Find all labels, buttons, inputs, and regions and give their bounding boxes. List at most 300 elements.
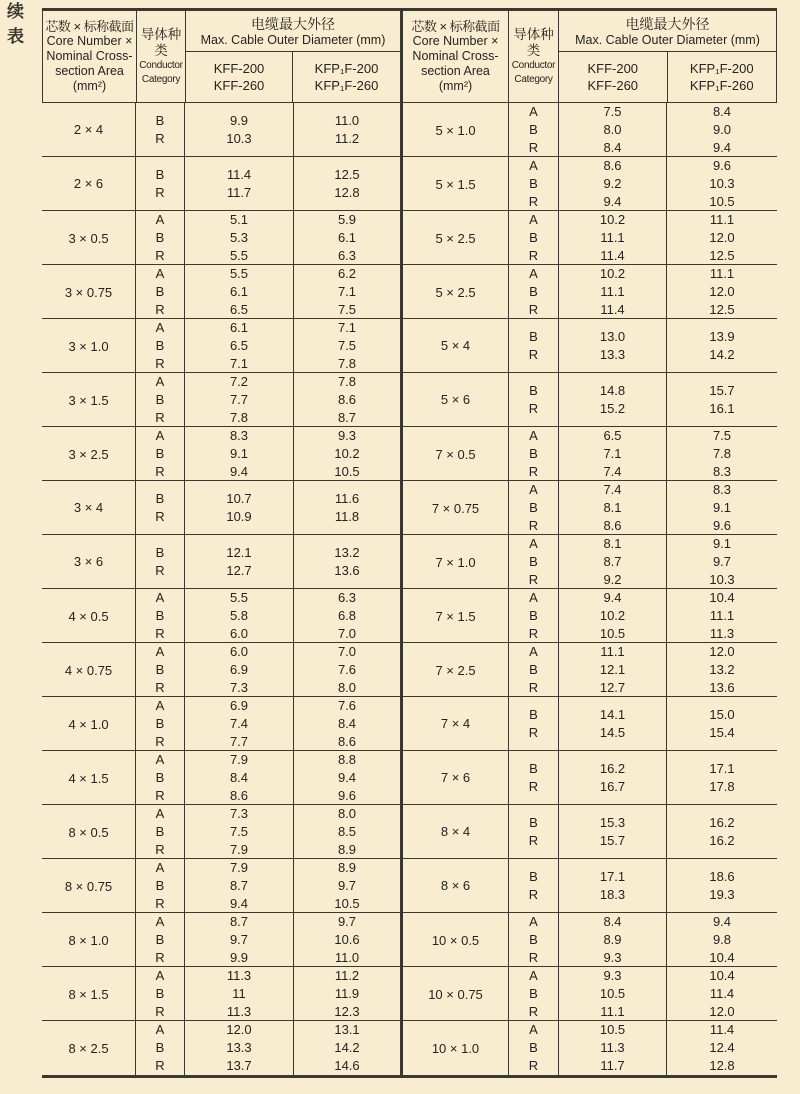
conductor-category-value: B (529, 706, 538, 722)
kff-type-header (559, 52, 668, 102)
kff-diameter-cell (185, 967, 294, 1021)
kff-diameter-cell (185, 913, 294, 967)
kfp1f-value: 8.4 (337, 716, 357, 731)
core-header-zh: 芯数 × 标称截面 (45, 19, 134, 34)
kff-value: 8.6 (229, 788, 249, 803)
kfp1f-value: 10.5 (334, 896, 360, 911)
kff-value: 11.1 (600, 284, 625, 299)
conductor-category-cell (509, 535, 559, 589)
conductor-category-cell (136, 319, 185, 373)
kfp1f-diameter-cell (667, 481, 777, 535)
conductor-header-en2: Category (141, 73, 181, 85)
conductor-category-value: B (155, 662, 165, 677)
table-row-group (403, 805, 777, 859)
kff-200-label: KFF-200 (587, 61, 639, 76)
kfp1f-diameter-cell (294, 319, 400, 373)
kff-diameter-cell (185, 805, 294, 859)
kff-diameter-cell (559, 265, 667, 319)
kff-diameter-cell (559, 535, 667, 589)
table-row-group (403, 859, 777, 913)
kfp1f-value: 8.9 (337, 860, 357, 875)
kff-value: 6.9 (229, 698, 249, 713)
kff-diameter-cell (185, 859, 294, 913)
conductor-category-value: B (529, 814, 538, 830)
kfp1f-value: 17.1 (709, 760, 735, 776)
conductor-category-value: B (155, 284, 165, 299)
conductor-category-value: R (528, 400, 539, 416)
conductor-category-value: R (155, 184, 165, 200)
kff-value: 11.1 (600, 644, 625, 659)
kff-diameter-cell (559, 913, 667, 967)
core-size-cell: 8 × 2.5 (42, 1021, 136, 1075)
conductor-category-value: B (155, 878, 165, 893)
kfp1f-value: 16.2 (709, 814, 735, 830)
kff-value: 5.1 (229, 212, 249, 227)
kfp1f-value: 7.1 (337, 320, 357, 335)
kfp1f-value: 7.0 (337, 644, 357, 659)
conductor-category-value: R (155, 302, 165, 317)
conductor-category-value: A (155, 266, 165, 281)
conductor-category-value: B (529, 608, 538, 623)
table-row-group (42, 535, 400, 589)
conductor-category-value: B (529, 284, 538, 299)
cable-diameter-tables (42, 8, 777, 1078)
core-size-cell: 5 × 2.5 (403, 211, 509, 265)
core-header-en2: Nominal Cross- (412, 49, 499, 63)
kfp1f-value: 10.3 (709, 176, 735, 191)
core-size-cell: 7 × 0.5 (403, 427, 509, 481)
core-size-cell: 5 × 2.5 (403, 265, 509, 319)
kff-value: 7.7 (229, 734, 249, 749)
kfp1f-value: 12.0 (709, 284, 735, 299)
conductor-category-value: R (528, 194, 539, 209)
kfp1f-diameter-cell (294, 697, 400, 751)
kff-value: 6.0 (229, 626, 249, 641)
kfp1f-value: 8.5 (337, 824, 357, 839)
kff-value: 7.4 (603, 464, 622, 479)
kfp1f-value: 15.0 (709, 706, 735, 722)
core-size-cell: 8 × 0.5 (42, 805, 136, 859)
kff-value: 5.8 (229, 608, 249, 623)
kfp1f-diameter-cell (667, 265, 777, 319)
conductor-category-value: R (155, 734, 165, 749)
conductor-category-value: B (529, 176, 538, 191)
kfp1f-value: 10.5 (709, 194, 735, 209)
kff-value: 11.7 (600, 1058, 625, 1073)
table-row-group (403, 697, 777, 751)
conductor-category-value: B (155, 338, 165, 353)
kfp1f-value: 13.6 (709, 680, 735, 695)
core-size-cell: 5 × 1.5 (403, 157, 509, 211)
kfp1f-value: 14.2 (709, 346, 735, 362)
table-row-group (42, 697, 400, 751)
kfp1f-value: 16.2 (709, 832, 735, 848)
kfp1f-value: 12.8 (709, 1058, 735, 1073)
conductor-category-value: R (155, 1004, 165, 1019)
kff-value: 8.4 (229, 770, 249, 785)
core-size-cell: 10 × 0.75 (403, 967, 509, 1021)
kfp1f-diameter-cell (294, 211, 400, 265)
diameter-type-headers (559, 52, 776, 102)
kfp1f-value: 6.8 (337, 608, 357, 623)
conductor-category-value: R (528, 832, 539, 848)
conductor-category-value: B (155, 112, 165, 128)
kff-value: 10.2 (599, 212, 626, 227)
conductor-category-cell (509, 913, 559, 967)
kff-diameter-cell (559, 859, 667, 912)
kfp1f-value: 11.0 (334, 112, 360, 128)
cable-table-left (42, 8, 403, 1078)
kfp1f-value: 11.0 (334, 950, 360, 965)
core-size-cell: 7 × 0.75 (403, 481, 509, 535)
kfp1f-value: 9.1 (712, 536, 732, 551)
kff-value: 7.7 (229, 392, 249, 407)
kff-diameter-cell (185, 481, 294, 534)
conductor-category-value: A (529, 536, 538, 551)
kfp1f-value: 6.2 (337, 266, 357, 281)
kff-value: 5.3 (229, 230, 249, 245)
kff-value: 8.9 (603, 932, 622, 947)
kff-value: 7.5 (229, 824, 249, 839)
kff-value: 15.2 (599, 400, 626, 416)
kff-diameter-cell (559, 427, 667, 481)
kfp1f-diameter-cell (294, 481, 400, 534)
conductor-category-cell (136, 967, 185, 1021)
kff-value: 7.5 (603, 104, 622, 119)
kff-value: 18.3 (599, 886, 626, 902)
conductor-category-value: A (529, 428, 538, 443)
kff-value: 9.2 (603, 176, 622, 191)
conductor-category-value: R (155, 842, 165, 857)
kff-value: 14.8 (599, 382, 626, 398)
core-size-cell: 3 × 0.5 (42, 211, 136, 265)
kff-value: 8.4 (603, 140, 622, 155)
kff-value: 10.5 (599, 986, 626, 1001)
kff-diameter-cell (185, 643, 294, 697)
conductor-category-value: R (528, 518, 539, 533)
kfp1f-value: 8.3 (712, 464, 732, 479)
kff-value: 9.9 (229, 112, 249, 128)
conductor-category-value: R (528, 572, 539, 587)
table-row-group (403, 319, 777, 373)
conductor-category-value: R (155, 1058, 165, 1073)
conductor-category-value: B (155, 544, 165, 560)
conductor-category-value: B (155, 166, 165, 182)
kff-value: 12.7 (226, 562, 252, 578)
kfp1f-value: 9.7 (712, 554, 732, 569)
kff-diameter-cell (559, 697, 667, 750)
kfp1f-value: 11.2 (334, 968, 360, 983)
kfp1f-value: 17.8 (709, 778, 735, 794)
kfp1f-value: 12.0 (709, 230, 735, 245)
kff-value: 16.7 (599, 778, 626, 794)
core-size-cell: 7 × 1.0 (403, 535, 509, 589)
kfp1f-value: 12.8 (334, 184, 360, 200)
kfp1f-value: 6.1 (337, 230, 357, 245)
core-size-cell: 8 × 0.75 (42, 859, 136, 913)
conductor-category-value: R (528, 1004, 539, 1019)
kfp1f-value: 13.1 (334, 1022, 360, 1037)
conductor-category-value: B (155, 230, 165, 245)
kff-value: 5.5 (229, 590, 249, 605)
conductor-category-cell (136, 535, 185, 588)
kfp1f-diameter-cell (294, 751, 400, 805)
conductor-category-value: R (528, 724, 539, 740)
kfp1f-value: 12.5 (709, 248, 735, 263)
table-row-group (403, 589, 777, 643)
conductor-category-value: A (155, 914, 165, 929)
core-header-unit: (mm²) (438, 79, 473, 93)
kff-diameter-cell (185, 751, 294, 805)
kfp1f-value: 7.5 (337, 302, 357, 317)
kff-value: 11.4 (600, 248, 625, 263)
kff-value: 15.7 (599, 832, 626, 848)
conductor-category-cell (136, 211, 185, 265)
conductor-category-value: B (529, 122, 538, 137)
diameter-header-title (186, 11, 400, 52)
conductor-category-value: A (529, 644, 538, 659)
kfp1f-200-label: KFP₁F-200 (314, 61, 379, 76)
conductor-category-value: A (155, 428, 165, 443)
kff-value: 7.1 (229, 356, 249, 371)
kff-value: 17.1 (599, 868, 626, 884)
kff-diameter-cell (559, 481, 667, 535)
kff-value: 9.4 (229, 896, 249, 911)
core-size-cell: 3 × 2.5 (42, 427, 136, 481)
kff-diameter-cell (559, 751, 667, 804)
table-row-group (403, 481, 777, 535)
kfp1f-value: 9.4 (337, 770, 357, 785)
kff-value: 8.0 (603, 122, 622, 137)
table-body (403, 103, 777, 1075)
kff-value: 6.0 (229, 644, 249, 659)
kfp1f-diameter-cell (667, 1021, 777, 1075)
conductor-category-cell (136, 913, 185, 967)
table-row-group (42, 859, 400, 913)
core-header-en2: Nominal Cross- (46, 49, 133, 63)
kfp1f-value: 15.4 (709, 724, 735, 740)
kff-diameter-cell (185, 103, 294, 156)
kff-value: 11.1 (600, 1004, 625, 1019)
kff-value: 6.5 (603, 428, 622, 443)
diameter-header-en: Max. Cable Outer Diameter (mm) (575, 32, 760, 47)
kff-type-header (186, 52, 293, 102)
conductor-category-value: A (529, 590, 538, 605)
kfp1f-value: 16.1 (709, 400, 735, 416)
kff-value: 8.6 (603, 518, 622, 533)
kff-value: 7.4 (229, 716, 249, 731)
conductor-category-value: B (155, 824, 165, 839)
conductor-category-cell (509, 643, 559, 697)
conductor-category-value: R (155, 130, 165, 146)
table-row-group (42, 1021, 400, 1075)
kff-value: 7.4 (603, 482, 622, 497)
kff-value: 11.4 (226, 166, 252, 182)
conductor-category-value: R (155, 410, 165, 425)
table-row-group (42, 427, 400, 481)
kff-value: 9.4 (229, 464, 249, 479)
conductor-category-value: R (528, 464, 539, 479)
kfp1f-diameter-cell (294, 1021, 400, 1075)
kff-diameter-cell (559, 967, 667, 1021)
kfp1f-value: 11.9 (334, 986, 360, 1001)
kfp1f-value: 11.4 (709, 1022, 735, 1037)
conductor-category-cell (509, 373, 559, 426)
conductor-category-value: B (155, 986, 165, 1001)
table-row-group (403, 535, 777, 589)
diameter-header-zh: 电缆最大外径 (251, 15, 335, 32)
conductor-category-cell (509, 697, 559, 750)
kff-diameter-cell (185, 211, 294, 265)
conductor-category-value: B (529, 868, 538, 884)
kff-value: 10.3 (226, 130, 252, 146)
kff-diameter-cell (559, 1021, 667, 1075)
kfp1f-value: 9.7 (337, 914, 357, 929)
table-row-group (403, 1021, 777, 1075)
conductor-category-value: B (155, 716, 165, 731)
conductor-category-cell (509, 319, 559, 372)
kff-diameter-cell (185, 589, 294, 643)
kfp1f-value: 14.6 (334, 1058, 360, 1073)
kfp1f-value: 10.5 (334, 464, 360, 479)
core-size-cell: 7 × 4 (403, 697, 509, 750)
conductor-category-value: A (155, 590, 165, 605)
kfp1f-value: 8.6 (337, 392, 357, 407)
kff-diameter-cell (185, 157, 294, 210)
kff-diameter-cell (185, 535, 294, 588)
kff-value: 10.2 (599, 608, 626, 623)
conductor-header-zh2: 类 (154, 42, 168, 58)
conductor-header-en1: Conductor (139, 59, 183, 71)
conductor-category-value: B (529, 662, 538, 677)
core-size-cell: 4 × 1.5 (42, 751, 136, 805)
kfp1f-diameter-cell (667, 805, 777, 858)
kfp1f-diameter-cell (294, 427, 400, 481)
kfp1f-value: 12.4 (709, 1040, 735, 1055)
kfp1f-value: 12.5 (334, 166, 360, 182)
core-size-cell: 8 × 4 (403, 805, 509, 858)
kff-260-label: KFF-260 (213, 78, 265, 93)
kff-value: 6.1 (229, 320, 249, 335)
continued-char-2: 表 (7, 27, 24, 47)
kff-diameter-cell (559, 157, 667, 211)
conductor-category-value: A (529, 914, 538, 929)
diameter-header-en: Max. Cable Outer Diameter (mm) (200, 32, 386, 47)
conductor-category-value: R (155, 356, 165, 371)
conductor-category-value: A (529, 968, 538, 983)
conductor-category-value: B (529, 500, 538, 515)
table-row-group (42, 589, 400, 643)
kfp1f-value: 10.4 (709, 590, 735, 605)
kff-value: 10.5 (599, 1022, 626, 1037)
conductor-category-value: B (155, 392, 165, 407)
kfp1f-value: 11.8 (334, 508, 360, 524)
cable-table-right (403, 8, 777, 1078)
conductor-column-header (137, 11, 186, 102)
kff-value: 10.5 (599, 626, 626, 641)
kff-diameter-cell (559, 211, 667, 265)
conductor-category-cell (509, 211, 559, 265)
conductor-category-value: R (528, 248, 539, 263)
kfp1f-diameter-cell (667, 319, 777, 372)
conductor-category-cell (136, 859, 185, 913)
conductor-category-value: A (529, 1022, 538, 1037)
kfp1f-value: 9.3 (337, 428, 357, 443)
kff-value: 8.1 (603, 536, 622, 551)
table-row-group (403, 427, 777, 481)
table-row-group (42, 913, 400, 967)
conductor-category-cell (509, 967, 559, 1021)
table-header (403, 11, 777, 103)
conductor-category-value: B (529, 1040, 538, 1055)
conductor-category-cell (136, 805, 185, 859)
table-header (42, 11, 400, 103)
conductor-category-value: A (155, 806, 165, 821)
kfp1f-value: 7.6 (337, 662, 357, 677)
kfp1f-value: 13.6 (334, 562, 360, 578)
kfp1f-type-header (293, 52, 400, 102)
diameter-header-title (559, 11, 776, 52)
kff-value: 7.3 (229, 680, 249, 695)
core-size-cell: 2 × 4 (42, 103, 136, 156)
conductor-category-value: R (155, 896, 165, 911)
kfp1f-diameter-cell (294, 265, 400, 319)
kfp1f-value: 13.2 (334, 544, 360, 560)
kff-value: 11 (232, 986, 246, 1001)
kfp1f-value: 12.0 (709, 644, 735, 659)
table-row-group (403, 373, 777, 427)
kfp1f-diameter-cell (294, 103, 400, 156)
conductor-category-cell (509, 805, 559, 858)
kff-value: 16.2 (599, 760, 626, 776)
kff-value: 7.2 (229, 374, 249, 389)
core-header-en3: section Area (421, 64, 490, 78)
kff-value: 9.1 (229, 446, 249, 461)
core-header-zh: 芯数 × 标称截面 (411, 19, 500, 34)
kff-value: 7.9 (229, 842, 249, 857)
kff-diameter-cell (559, 319, 667, 372)
kff-diameter-cell (559, 373, 667, 426)
kff-value: 9.4 (603, 590, 622, 605)
kff-260-label: KFF-260 (587, 78, 639, 93)
core-size-cell: 7 × 2.5 (403, 643, 509, 697)
kfp1f-value: 10.6 (334, 932, 360, 947)
conductor-category-value: R (528, 778, 539, 794)
kff-value: 11.3 (600, 1040, 625, 1055)
kfp1f-value: 8.7 (337, 410, 357, 425)
conductor-category-cell (509, 103, 559, 157)
kfp1f-diameter-cell (294, 967, 400, 1021)
table-row-group (42, 265, 400, 319)
table-row-group (403, 913, 777, 967)
conductor-category-cell (509, 481, 559, 535)
kff-value: 7.9 (229, 752, 249, 767)
core-size-cell: 5 × 6 (403, 373, 509, 426)
conductor-header-zh1: 导体种 (140, 26, 182, 42)
kfp1f-value: 9.7 (337, 878, 357, 893)
core-size-cell: 3 × 4 (42, 481, 136, 534)
kff-value: 6.1 (229, 284, 249, 299)
kfp1f-diameter-cell (294, 373, 400, 427)
core-size-cell: 3 × 1.0 (42, 319, 136, 373)
table-row-group (42, 967, 400, 1021)
kfp1f-value: 19.3 (709, 886, 735, 902)
kff-diameter-cell (559, 589, 667, 643)
table-row-group (42, 103, 400, 157)
conductor-category-cell (509, 751, 559, 804)
kfp1f-diameter-cell (667, 643, 777, 697)
conductor-category-value: A (155, 860, 165, 875)
